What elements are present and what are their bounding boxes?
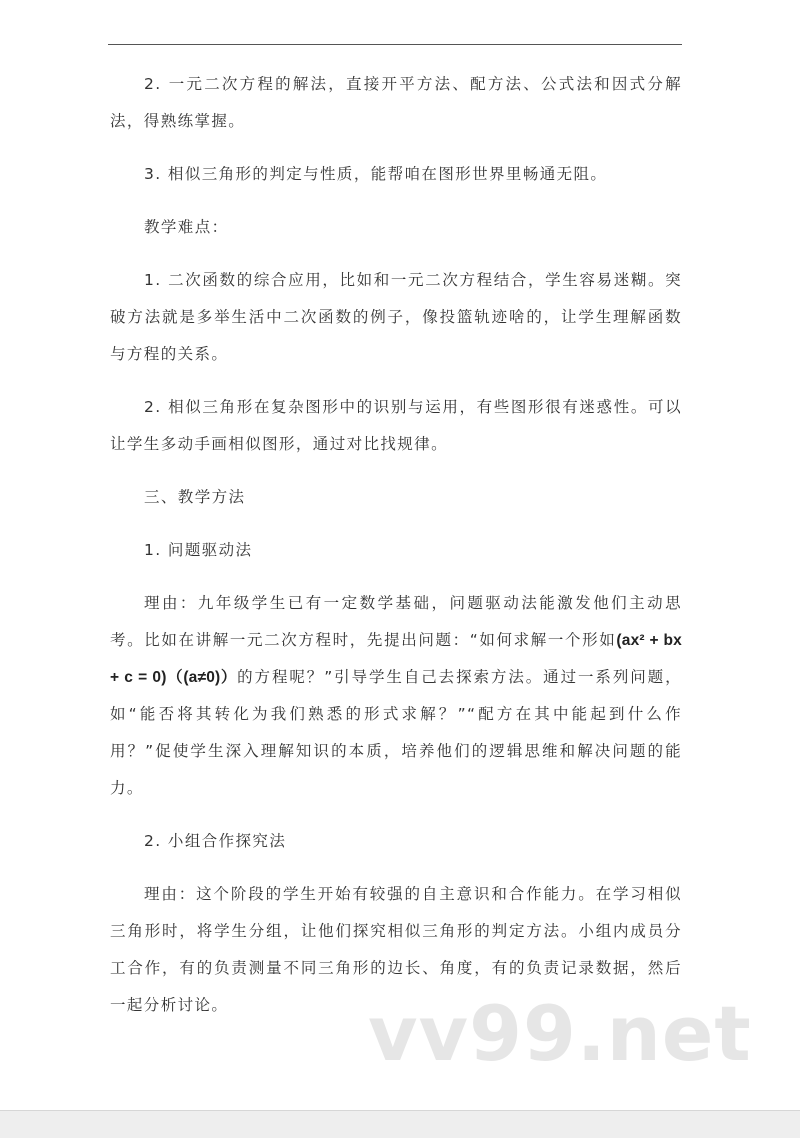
reason-text-start: 理由：九年级学生已有一定数学基础，问题驱动法能激发他们主动思考。比如在讲解一元二次方程时，先提出问题：“如何求解一个形如 bbox=[110, 594, 682, 649]
heading-group-inquiry-method: 2. 小组合作探究法 bbox=[144, 832, 287, 850]
heading-problem-driven-method: 1. 问题驱动法 bbox=[144, 541, 253, 559]
paragraph-problem-driven-reason bbox=[110, 585, 682, 807]
heading-teaching-difficulties: 教学难点： bbox=[144, 218, 229, 236]
page-bottom-bar bbox=[0, 1110, 800, 1138]
header-rule bbox=[108, 44, 682, 45]
reason-text-end: 的方程呢？”引导学生自己去探索方法。通过一系列问题，如“能否将其转化为我们熟悉的形式求解？”“配方在其中能起到什么作用？”促使学生深入理解知识的本质，培养他们的逻辑思维和解决问题的能力。 bbox=[110, 668, 682, 797]
paragraph-similar-triangles: 3. 相似三角形的判定与性质，能帮咱在图形世界里畅通无阻。 bbox=[144, 165, 608, 183]
paragraph-difficulty-2: 2. 相似三角形在复杂图形中的识别与运用，有些图形很有迷惑性。可以让学生多动手画相似图形，通过对比找规律。 bbox=[110, 398, 682, 453]
paragraph-difficulty-1: 1. 二次函数的综合应用，比如和一元二次方程结合，学生容易迷糊。突破方法就是多举生活中二次函数的例子，像投篮轨迹啥的，让学生理解函数与方程的关系。 bbox=[110, 271, 682, 363]
watermark: vv99.net bbox=[368, 989, 752, 1078]
paragraph-solving-methods: 2. 一元二次方程的解法，直接开平方法、配方法、公式法和因式分解法，得熟练掌握。 bbox=[110, 75, 682, 130]
document-body bbox=[110, 66, 682, 1024]
quadratic-formula: (ax² + bx + c = 0)（(a≠0)） bbox=[110, 632, 682, 686]
section-heading-teaching-methods: 三、教学方法 bbox=[144, 488, 246, 506]
paragraph-group-inquiry-reason: 理由：这个阶段的学生开始有较强的自主意识和合作能力。在学习相似三角形时，将学生分组，让他们探究相似三角形的判定方法。小组内成员分工合作，有的负责测量不同三角形的边长、角度，有的负责记录数据，然后一起分析讨论。 bbox=[110, 885, 682, 1014]
